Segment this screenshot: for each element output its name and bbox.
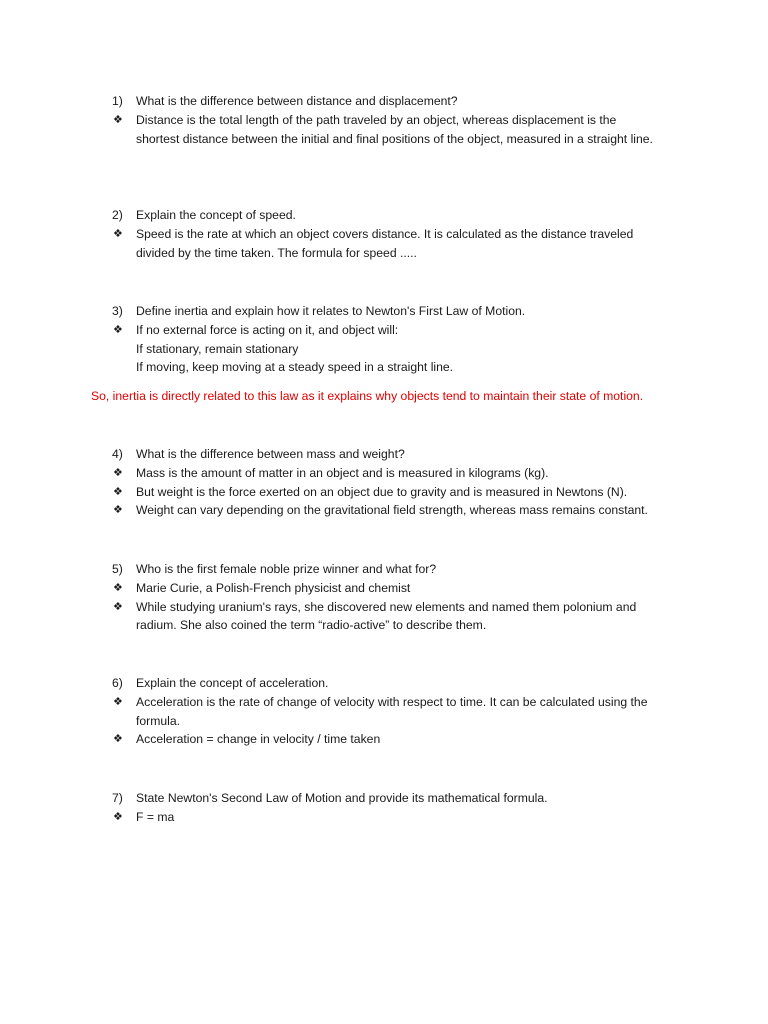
diamond-bullet-icon: ❖ <box>113 113 123 126</box>
diamond-bullet-icon: ❖ <box>113 466 123 479</box>
question-line <box>0 302 768 321</box>
question-text: What is the difference between mass and weight? <box>136 447 405 461</box>
qa-block-7 <box>0 789 768 827</box>
question-number: 7) <box>112 791 123 805</box>
diamond-bullet-icon: ❖ <box>113 323 123 336</box>
answer-item <box>0 808 768 827</box>
answer-item <box>0 598 768 636</box>
question-number: 4) <box>112 447 123 461</box>
qa-block-5 <box>0 560 768 635</box>
diamond-bullet-icon: ❖ <box>113 581 123 594</box>
answer-text: While studying uranium's rays, she discovered new elements and named them polonium and radium. She also coined the term “radio-active” to describe them. <box>136 599 637 633</box>
answer-text: If no external force is acting on it, and object will: <box>136 322 399 337</box>
answer-text: But weight is the force exerted on an object due to gravity and is measured in Newtons (N). <box>136 484 628 499</box>
question-line <box>0 445 768 464</box>
question-number: 5) <box>112 562 123 576</box>
answer-item <box>0 730 768 749</box>
answer-item <box>0 321 768 340</box>
diamond-bullet-icon: ❖ <box>113 695 123 708</box>
answer-text: If stationary, remain stationary <box>136 341 299 356</box>
question-number: 2) <box>112 208 123 222</box>
question-text: Who is the first female noble prize winner and what for? <box>136 562 437 576</box>
qa-block-6 <box>0 674 768 749</box>
answer-item <box>0 483 768 502</box>
answer-continuation <box>0 358 768 377</box>
question-line <box>0 674 768 693</box>
diamond-bullet-icon: ❖ <box>113 485 123 498</box>
diamond-bullet-icon: ❖ <box>113 504 123 517</box>
question-number: 1) <box>112 94 123 108</box>
question-text: Explain the concept of acceleration. <box>136 676 329 690</box>
answer-text: Mass is the amount of matter in an object and is measured in kilograms (kg). <box>136 465 549 480</box>
answer-text: Speed is the rate at which an object covers distance. It is calculated as the distance traveled divided by the time taken. The formula for speed ..... <box>136 226 634 260</box>
answer-text: Distance is the total length of the path traveled by an object, whereas displacement is the shortest distance between the initial and final positions of the object, measured in a straight line. <box>136 112 653 146</box>
question-line <box>0 560 768 579</box>
question-text: State Newton's Second Law of Motion and provide its mathematical formula. <box>136 791 548 805</box>
answer-text: If moving, keep moving at a steady speed in a straight line. <box>136 360 454 375</box>
question-line <box>0 206 768 225</box>
answer-text: Weight can vary depending on the gravitational field strength, whereas mass remains constant. <box>136 503 648 518</box>
answer-text: F = ma <box>136 809 175 824</box>
answer-text: Acceleration is the rate of change of velocity with respect to time. It can be calculated using the formula. <box>136 694 648 728</box>
answer-text: Acceleration = change in velocity / time taken <box>136 732 381 747</box>
qa-block-3 <box>0 302 768 377</box>
diamond-bullet-icon: ❖ <box>113 810 123 823</box>
answer-item <box>0 693 768 731</box>
answer-continuation <box>0 340 768 359</box>
answer-item <box>0 464 768 483</box>
diamond-bullet-icon: ❖ <box>113 600 123 613</box>
qa-block-2 <box>0 206 768 262</box>
question-number: 3) <box>112 304 123 318</box>
question-text: Explain the concept of speed. <box>136 208 296 222</box>
answer-item <box>0 501 768 520</box>
question-text: What is the difference between distance and displacement? <box>136 94 458 108</box>
qa-block-1 <box>0 92 768 148</box>
diamond-bullet-icon: ❖ <box>113 733 123 746</box>
question-number: 6) <box>112 676 123 690</box>
question-text: Define inertia and explain how it relates to Newton's First Law of Motion. <box>136 304 526 318</box>
answer-item <box>0 111 768 149</box>
qa-block-4 <box>0 445 768 520</box>
answer-text: Marie Curie, a Polish-French physicist and chemist <box>136 580 411 595</box>
highlighted-note: So, inertia is directly related to this law as it explains why objects tend to maintain their state of motion. <box>91 389 644 403</box>
diamond-bullet-icon: ❖ <box>113 227 123 240</box>
question-line <box>0 789 768 808</box>
answer-item <box>0 579 768 598</box>
question-line <box>0 92 768 111</box>
answer-item <box>0 225 768 263</box>
